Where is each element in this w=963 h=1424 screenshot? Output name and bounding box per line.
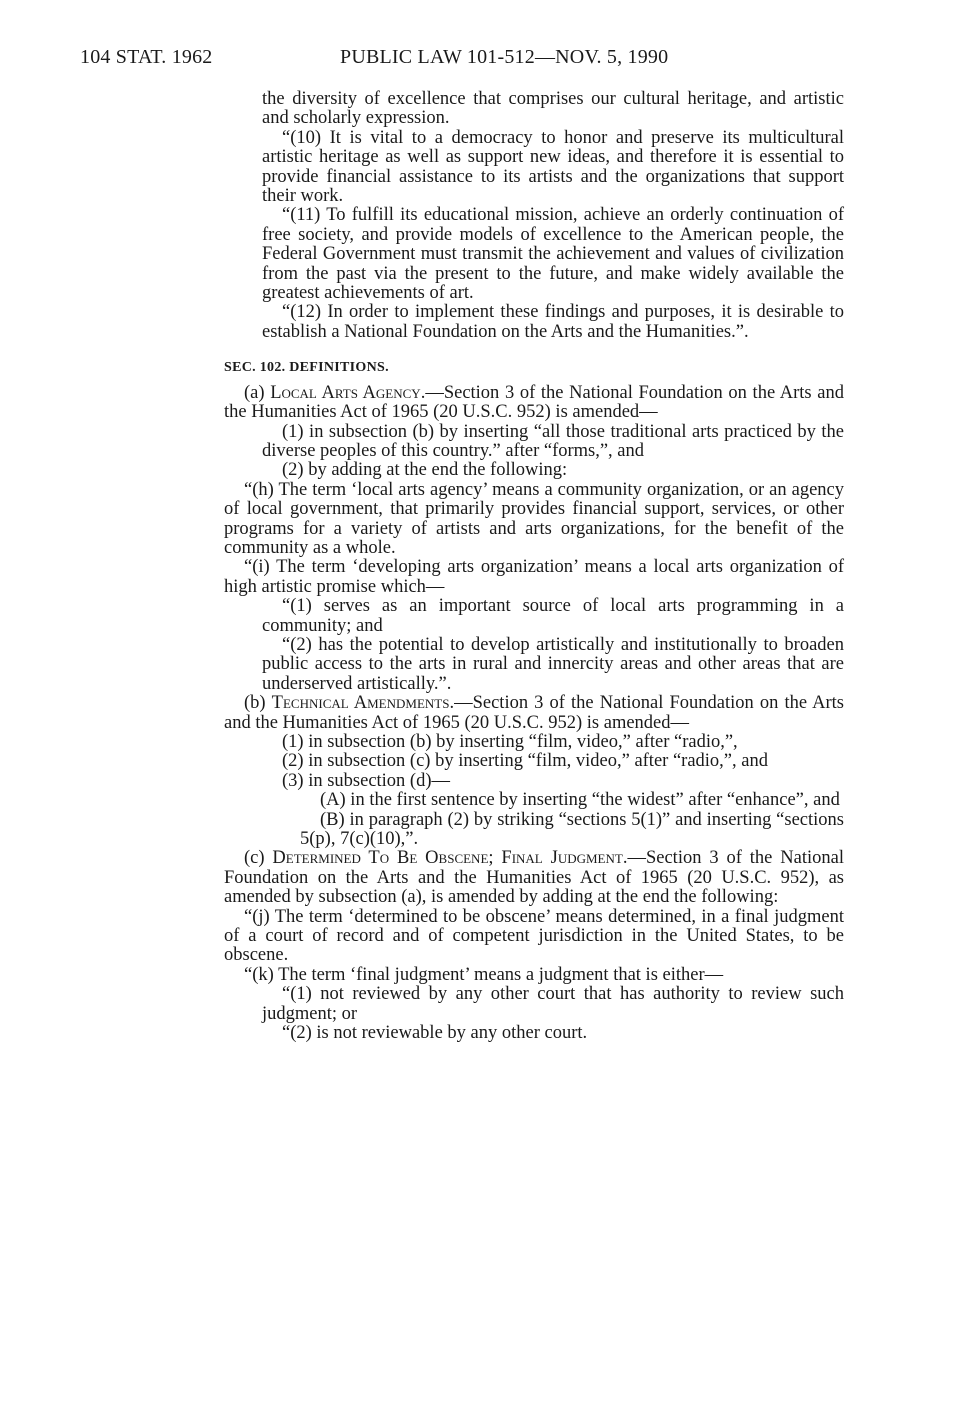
definition-i: “(i) The term ‘developing arts organization’ means a local arts organization of high artistic promise which— [224,557,844,597]
paragraph-b2: (2) in subsection (c) by inserting “film, video,” after “radio,”, and [282,751,768,772]
subsection-c [224,849,844,907]
finding-11: “(11) To fulfill its educational mission, achieve an orderly continuation of free society, and provide models of excellence to the American people, the Federal Government must transmit the achievement and values of civilization from the past via the present to the future, and make widely available the greatest achievements of art. [262,205,844,304]
definition-k-1: “(1) not reviewed by any other court that has authority to review such judgment; or [262,984,844,1024]
paragraph-b3: (3) in subsection (d)— [282,770,451,791]
definition-i-1: “(1) serves as an important source of local arts programming in a community; and [262,596,844,636]
subsection-a-text: .—Section 3 of the National Foundation on the Arts and the Humanities Act of 1965 (20 U.S.C. 952) is amended— [224,382,844,423]
paragraph-continuation: the diversity of excellence that comprises our cultural heritage, and artistic and scholarly expression. [262,89,844,129]
definition-k: “(k) The term ‘final judgment’ means a judgment that is either— [244,964,724,985]
section-heading: SEC. 102. DEFINITIONS. [224,360,389,376]
definition-j: “(j) The term ‘determined to be obscene’ means determined, in a final judgment of a court of record and of competent jurisdiction in the United States, to be obscene. [224,906,844,966]
stat-page-number: 104 STAT. 1962 [80,46,213,68]
paragraph-b3-A: (A) in the first sentence by inserting “the widest” after “enhance”, and [320,790,840,811]
subsection-c-label: (c) [244,848,273,869]
public-law-citation: PUBLIC LAW 101-512—NOV. 5, 1990 [340,46,669,68]
subsection-a-heading: Local Arts Agency [270,382,421,403]
paragraph-b1: (1) in subsection (b) by inserting “film, video,” after “radio,”, [282,732,738,752]
subsection-b-text: .—Section 3 of the National Foundation on the Arts and the Humanities Act of 1965 (20 U.S.C. 952) is amended— [224,693,844,733]
subsection-a-label: (a) [244,382,271,403]
document-body [224,90,844,1044]
subsection-b-heading: Technical Amendments [271,693,450,714]
definition-h: “(h) The term ‘local arts agency’ means a community organization, or an agency of local government, that primarily provides financial support, services, or other programs for a variety of artists and arts organizations, for the benefit of the community as a whole. [224,479,844,558]
definition-k-2: “(2) is not reviewable by any other court. [282,1023,588,1044]
paragraph-a2: (2) by adding at the end the following: [282,460,568,481]
finding-12: “(12) In order to implement these findings and purposes, it is desirable to establish a National Foundation on the Arts and the Humanities.”. [262,302,844,342]
subsection-c-text: .—Section 3 of the National Foundation on the Arts and the Humanities Act of 1965 (20 U.S.C. 952), as amended by subsection (a), is amended by adding at the end the following: [224,848,844,908]
paragraph-a1: (1) in subsection (b) by inserting “all those traditional arts practiced by the diverse peoples of this country.” after “forms,”, and [262,421,844,461]
paragraph-b3-B: (B) in paragraph (2) by striking “sections 5(1)” and inserting “sections 5(p), 7(c)(10),”. [300,809,844,850]
subsection-b [224,694,844,733]
subsection-b-label: (b) [244,693,272,714]
finding-10: “(10) It is vital to a democracy to honor and preserve its multicultural artistic heritage as well as support new ideas, and therefore it is essential to provide financial assistance to its artists and the organizations that support their work. [262,127,844,207]
subsection-c-heading: Determined To Be Obscene; Final Judgment [272,848,623,869]
subsection-a [224,384,844,423]
definition-i-2: “(2) has the potential to develop artistically and institutionally to broaden public access to the arts in rural and innercity areas and other areas that are underserved artistically.”. [262,634,844,694]
